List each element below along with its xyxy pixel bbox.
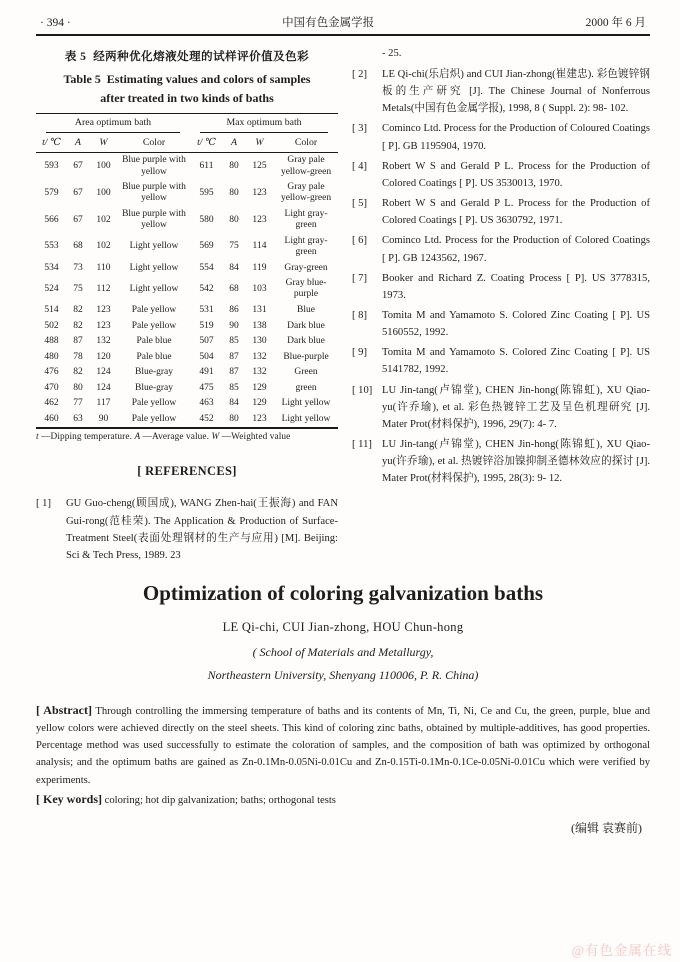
table-cell: Blue xyxy=(297,304,315,315)
keywords-text: coloring; hot dip galvanization; baths; orthogonal tests xyxy=(104,794,336,806)
table-cell: 131 xyxy=(252,304,267,315)
table-cell: 480 xyxy=(44,351,59,362)
table-cell: 123 xyxy=(252,414,267,424)
table-cell: 119 xyxy=(252,262,267,273)
table-cell: 504 xyxy=(199,351,214,362)
reference-item xyxy=(352,66,650,117)
table-cell: 80 xyxy=(73,382,83,393)
table-cell: 75 xyxy=(229,241,239,252)
article-abstract-block xyxy=(36,581,650,836)
reference-number: [ 2] xyxy=(352,68,368,80)
keywords-label: [ Key words] xyxy=(36,791,102,806)
table-cell: Blue purple with yellow xyxy=(122,209,186,231)
table-cell: 502 xyxy=(44,320,59,331)
table-cell: 102 xyxy=(96,214,111,225)
table-row xyxy=(36,334,338,350)
table-cell: 554 xyxy=(199,262,214,273)
table-cell: Gray blue-purple xyxy=(285,278,327,300)
table-cell: Green xyxy=(294,367,318,378)
table-cell: 80 xyxy=(229,161,239,172)
table-cell: 68 xyxy=(229,283,239,294)
table-cell: 470 xyxy=(44,382,59,393)
reference-text: Robert W S and Gerald P L. Process for the Production of Colored Coatings [ P]. US 3530013, 1970. xyxy=(382,160,650,189)
affiliation-line2: Northeastern University, Shenyang 110006, P. R. China) xyxy=(207,667,479,682)
table-cell: Gray pale yellow-green xyxy=(280,182,332,204)
table-row xyxy=(36,153,338,180)
reference-number: [ 11] xyxy=(352,439,372,451)
reference-item xyxy=(352,270,650,304)
table-caption-en xyxy=(36,70,338,107)
reference-text: Tomita M and Yamamoto S. Colored Zinc Coating [ P]. US 5141782, 1992. xyxy=(382,347,650,376)
table-cell: 132 xyxy=(96,336,111,347)
table-caption-zh xyxy=(36,48,338,64)
table-row xyxy=(36,412,338,429)
table-row xyxy=(36,381,338,397)
reference-number: [ 8] xyxy=(352,309,368,321)
col-header-w1: W xyxy=(89,134,118,153)
keywords-paragraph xyxy=(36,792,650,807)
table-cell: Pale blue xyxy=(136,336,172,347)
table-cell: Light yellow xyxy=(281,398,331,409)
table-cell: 75 xyxy=(73,283,83,294)
table-cell: 123 xyxy=(252,214,267,225)
table-row xyxy=(36,207,338,234)
table-cell: 85 xyxy=(229,336,239,347)
table-cell: 125 xyxy=(252,161,267,172)
table-cell: Blue-gray xyxy=(135,367,173,378)
table-cell: 531 xyxy=(199,304,214,315)
reference-text: LE Qi-chi(乐启炽) and CUI Jian-zhong(崔建忠). 彩色镀锌钢板的生产研究 [J]. The Chinese Journal of Nonferrous Metals(中国有色金属学报), 1998, 8 ( Suppl. 2): 98- 102. xyxy=(382,68,650,115)
references-left xyxy=(36,495,338,564)
table-caption-zh-label: 表 5 xyxy=(64,51,87,63)
table-cell: 87 xyxy=(229,351,239,362)
table-cell: 123 xyxy=(252,187,267,198)
reference-text: Booker and Richard Z. Coating Process [ P]. US 3778315, 1973. xyxy=(382,272,650,301)
col-header-a2: A xyxy=(223,134,245,153)
group-header-max: Max optimum bath xyxy=(190,114,338,134)
reference-item xyxy=(352,382,650,433)
table-cell: Pale blue xyxy=(136,351,172,362)
table-cell: 611 xyxy=(199,161,214,172)
reference-continuation: - 25. xyxy=(382,48,402,59)
reference-number: [ 1] xyxy=(36,498,52,510)
table-cell: 77 xyxy=(73,398,83,409)
table-cell: 462 xyxy=(44,398,59,409)
table-cell: 569 xyxy=(199,241,214,252)
footnote-w-text: —Weighted value xyxy=(219,432,291,443)
page-number: · 394 · xyxy=(40,17,71,29)
reference-text: GU Guo-cheng(顾国成), WANG Zhen-hai(王振海) and FAN Gui-rong(范桂荣). The Application & Production of Surface-Treatment Steel(表面处理钢材的生产与应用) [M]. Beijing: Sci & Tech Press, 1989. 23 xyxy=(66,498,338,561)
running-head xyxy=(36,12,650,30)
table-cell: 524 xyxy=(44,283,59,294)
table-caption-en-label: Table 5 xyxy=(63,72,101,86)
table-cell: 130 xyxy=(252,336,267,347)
reference-number: [ 5] xyxy=(352,198,368,210)
table-cell: 123 xyxy=(96,320,111,331)
reference-item xyxy=(36,495,338,564)
table-cell: 124 xyxy=(96,367,111,378)
table-cell: 507 xyxy=(199,336,214,347)
table-row xyxy=(36,260,338,276)
table-cell: 67 xyxy=(73,161,83,172)
table-cell: 114 xyxy=(252,241,267,252)
table-cell: Blue-purple xyxy=(283,351,329,362)
table-cell: 553 xyxy=(44,241,59,252)
reference-number: [ 6] xyxy=(352,235,368,247)
table-cell: 87 xyxy=(229,367,239,378)
table-cell: 102 xyxy=(96,241,111,252)
reference-item xyxy=(352,195,650,229)
footnote-t-text: —Dipping temperature. xyxy=(38,432,135,443)
col-header-t1: t/ ℃ xyxy=(36,134,67,153)
table-cell: 124 xyxy=(96,382,111,393)
table-cell: Light yellow xyxy=(281,414,331,424)
table-cell: 80 xyxy=(229,414,239,424)
col-header-w2: W xyxy=(245,134,274,153)
reference-text: LU Jin-tang(卢锦堂), CHEN Jin-hong(陈锦虹), XU Qiao-yu(许乔瑜), et al. 热镀锌浴加镍抑制圣德林效应的探讨 [J]. Mater Prot(材料保护), 1995, 28(3): 9- 12. xyxy=(382,439,650,485)
table-cell: 103 xyxy=(252,283,267,294)
table-cell: Light yellow xyxy=(129,262,179,273)
table-cell: 82 xyxy=(73,304,83,315)
table-cell: 110 xyxy=(96,262,111,273)
reference-number: [ 4] xyxy=(352,160,368,172)
footnote-a-text: —Average value. xyxy=(140,432,212,443)
table-cell: 67 xyxy=(73,214,83,225)
table-group-header-row xyxy=(36,114,338,134)
journal-title: 中国有色金属学报 xyxy=(282,17,375,29)
reference-number: [ 3] xyxy=(352,123,368,135)
footnote-a-symbol: A xyxy=(134,432,141,443)
table-cell: Light yellow xyxy=(129,283,179,294)
table-cell: 84 xyxy=(229,398,239,409)
table-cell: 579 xyxy=(44,187,59,198)
table-cell: 82 xyxy=(73,367,83,378)
table-cell: Pale yellow xyxy=(131,398,177,409)
abstract-text: Through controlling the immersing temperature of baths and its contents of Mn, Ti, Ni, Ce and Cu, the green, purple, blue and yellow colors were achieved directly on the steel sheets. This kind of coloring zinc baths, obtained by multiple-additives, has good properties. Percentage method was used successfully to estimate the coloration of samples, and the composition of bath was optimized by orthogonal analysis; and the optimum baths are gained as Zn-0.1Mn-0.05Ni-0.01Cu and Zn-0.15Ti-0.1Mn-0.1Ce-0.05Ni-0.01Cu which were verified by experiments. xyxy=(36,705,651,786)
table-cell: 463 xyxy=(199,398,214,409)
table-cell: 85 xyxy=(229,382,239,393)
table-caption-en-line2: after treated in two kinds of baths xyxy=(100,90,274,105)
table-cell: 476 xyxy=(44,367,59,378)
reference-number: [ 10] xyxy=(352,384,373,396)
table-cell: 80 xyxy=(229,187,239,198)
table-cell: 68 xyxy=(73,241,83,252)
table-cell: 475 xyxy=(199,382,214,393)
footnote-t-symbol: t xyxy=(36,432,39,443)
table-cell: 112 xyxy=(96,283,111,294)
table-cell: Blue-gray xyxy=(135,382,173,393)
col-header-color2: Color xyxy=(274,134,338,153)
table-cell: green xyxy=(295,382,317,393)
table-subheader-row xyxy=(36,134,338,153)
reference-number: [ 9] xyxy=(352,347,368,359)
table-cell: Light gray-green xyxy=(284,235,328,258)
header-rule xyxy=(36,34,650,36)
references-right xyxy=(352,66,650,488)
abstract-paragraph xyxy=(36,701,650,789)
table-cell: 491 xyxy=(199,367,214,378)
table-cell: 120 xyxy=(96,351,111,362)
table-cell: Dark blue xyxy=(287,320,325,331)
table-cell: 100 xyxy=(96,187,111,198)
group-header-area: Area optimum bath xyxy=(36,114,190,134)
reference-item xyxy=(352,120,650,154)
table-cell: 138 xyxy=(252,320,267,331)
table-cell: 488 xyxy=(44,336,59,347)
table-row xyxy=(36,234,338,261)
table-cell: 63 xyxy=(73,414,83,424)
table-cell: 82 xyxy=(73,320,83,331)
article-title: Optimization of coloring galvanization baths xyxy=(142,581,544,606)
abstract-label: [ Abstract] xyxy=(36,702,92,717)
col-header-color1: Color xyxy=(118,134,190,153)
table-row xyxy=(36,350,338,366)
table-cell: Blue purple with yellow xyxy=(122,155,186,177)
article-affiliation xyxy=(36,641,650,687)
table-cell: 80 xyxy=(229,214,239,225)
table-cell: 534 xyxy=(44,262,59,273)
table-cell: 593 xyxy=(44,161,59,172)
table-cell: 78 xyxy=(73,351,83,362)
table-row xyxy=(36,303,338,319)
reference-item xyxy=(352,158,650,192)
table-cell: 90 xyxy=(229,320,239,331)
table-cell: 73 xyxy=(73,262,83,273)
table-footnote xyxy=(36,432,338,442)
reference-text: LU Jin-tang(卢锦堂), CHEN Jin-hong(陈锦虹), XU Qiao-yu(许乔瑜), et al. 彩色热镀锌工艺及呈色机理研究 [J]. Mater Prot(材料保护), 1996, 29(7): 4- 7. xyxy=(382,384,650,430)
table-row xyxy=(36,396,338,412)
table-cell: 90 xyxy=(98,414,109,424)
table-cell: 117 xyxy=(96,398,111,409)
col-header-a1: A xyxy=(67,134,89,153)
table-cell: 84 xyxy=(229,262,239,273)
editor-credit: (编辑 袁赛前) xyxy=(571,820,642,835)
table-cell: 87 xyxy=(73,336,83,347)
table-cell: Pale yellow xyxy=(131,320,177,331)
reference-item xyxy=(352,232,650,266)
table-caption-zh-text: 经两种优化熔液处理的试样评价值及色彩 xyxy=(93,51,310,63)
table-cell: 132 xyxy=(252,367,267,378)
samples-table xyxy=(36,113,338,429)
references-heading: [ REFERENCES] xyxy=(137,464,237,479)
table-cell: 566 xyxy=(44,214,59,225)
reference-text: Robert W S and Gerald P L. Process for the Production of Colored Coatings [ P]. US 3630792, 1971. xyxy=(382,198,650,227)
reference-item xyxy=(352,307,650,341)
reference-item xyxy=(352,344,650,378)
table-cell: Pale yellow xyxy=(131,414,177,424)
table-row xyxy=(36,180,338,207)
table-cell: 86 xyxy=(229,304,239,315)
table-caption-en-line1: Estimating values and colors of samples xyxy=(106,72,311,86)
table-cell: 100 xyxy=(96,161,111,172)
issue-date: 2000 年 6 月 xyxy=(585,17,646,29)
table-cell: 452 xyxy=(199,414,214,424)
samples-table-body xyxy=(36,153,338,429)
reference-text: Cominco Ltd. Process for the Production of Coloured Coatings [ P]. GB 1195904, 1970. xyxy=(382,123,650,152)
affiliation-line1: ( School of Materials and Metallurgy, xyxy=(252,645,434,660)
table-cell: Pale yellow xyxy=(131,304,177,315)
table-cell: 595 xyxy=(199,187,214,198)
table-cell: 460 xyxy=(44,414,59,424)
table-cell: Blue purple with yellow xyxy=(122,182,186,204)
reference-item xyxy=(352,436,650,487)
article-authors: LE Qi-chi, CUI Jian-zhong, HOU Chun-hong xyxy=(222,620,464,635)
table-cell: 519 xyxy=(199,320,214,331)
table-cell: 129 xyxy=(252,382,267,393)
col-header-t2: t/ ℃ xyxy=(190,134,223,153)
table-cell: 67 xyxy=(73,187,83,198)
reference-text: Tomita M and Yamamoto S. Colored Zinc Coating [ P]. US 5160552, 1992. xyxy=(382,309,650,339)
table-row xyxy=(36,318,338,334)
reference-text: Cominco Ltd. Process for the Production of Colored Coatings [ P]. GB 1243562, 1967. xyxy=(382,235,650,264)
table-cell: Dark blue xyxy=(287,336,325,347)
table-row xyxy=(36,365,338,381)
table-cell: 514 xyxy=(44,304,59,315)
footnote-w-symbol: W xyxy=(211,432,220,443)
table-cell: Gray-green xyxy=(284,262,328,273)
table-row xyxy=(36,276,338,303)
table-cell: 542 xyxy=(199,283,214,294)
table-cell: 129 xyxy=(252,398,267,409)
table-cell: Light gray-green xyxy=(284,209,328,231)
table-cell: Light yellow xyxy=(129,241,179,252)
table-cell: 580 xyxy=(199,214,214,225)
table-cell: Gray pale yellow-green xyxy=(280,155,332,177)
table-cell: 132 xyxy=(252,351,267,362)
table-cell: 123 xyxy=(96,304,111,315)
reference-number: [ 7] xyxy=(352,272,368,284)
site-watermark: @有色金属在线 xyxy=(571,943,672,958)
